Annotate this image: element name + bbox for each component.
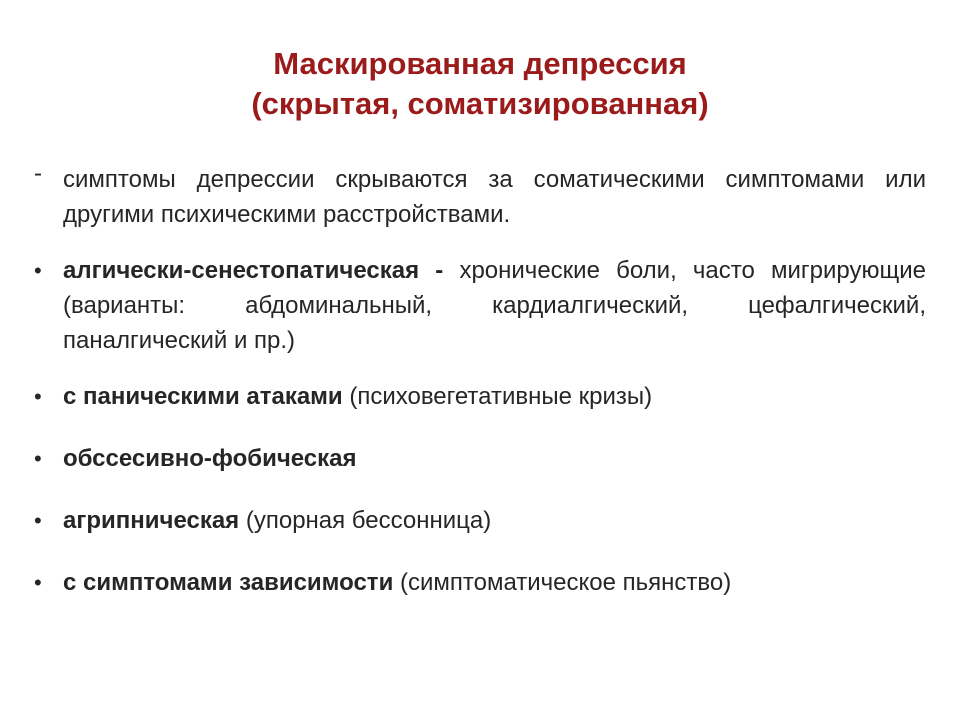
- bullet-list: [34, 162, 926, 627]
- bullet-marker: •: [34, 258, 42, 283]
- list-item-intro: [34, 162, 926, 232]
- list-item-addiction: [34, 565, 926, 600]
- bullet-marker: •: [34, 446, 42, 471]
- item-text: симптомы депрессии скрываются за соматическими симптомами или другими психическими расстройствами.: [63, 166, 926, 228]
- list-item-panic: [34, 379, 926, 414]
- bullet-marker: •: [34, 508, 42, 533]
- item-text: (симптоматическое пьянство): [393, 569, 732, 596]
- bullet-marker: •: [34, 570, 42, 595]
- item-term: с симптомами зависимости: [63, 569, 394, 596]
- item-text: (упорная бессонница): [239, 507, 492, 534]
- item-text: хронические боли, часто мигрирующие (варианты: абдоминальный, кардиалгический, цефалгический, паналгический и пр.): [63, 257, 926, 354]
- dash-marker: -: [34, 160, 42, 187]
- title-line-1: Маскированная депрессия: [273, 46, 687, 81]
- bullet-marker: •: [34, 384, 42, 409]
- item-text: (психовегетативные кризы): [342, 383, 653, 410]
- list-item-obsessive: [34, 441, 926, 476]
- title-line-2: (скрытая, соматизированная): [251, 86, 709, 121]
- list-item-agrypnic: [34, 503, 926, 538]
- item-term: обссесивно-фобическая: [63, 445, 357, 472]
- item-term: агрипническая: [63, 507, 240, 534]
- item-term: с паническими атаками: [63, 383, 343, 410]
- item-term: алгически-сенестопатическая -: [63, 257, 460, 284]
- slide-title: [0, 44, 960, 124]
- list-item-algic: [34, 253, 926, 358]
